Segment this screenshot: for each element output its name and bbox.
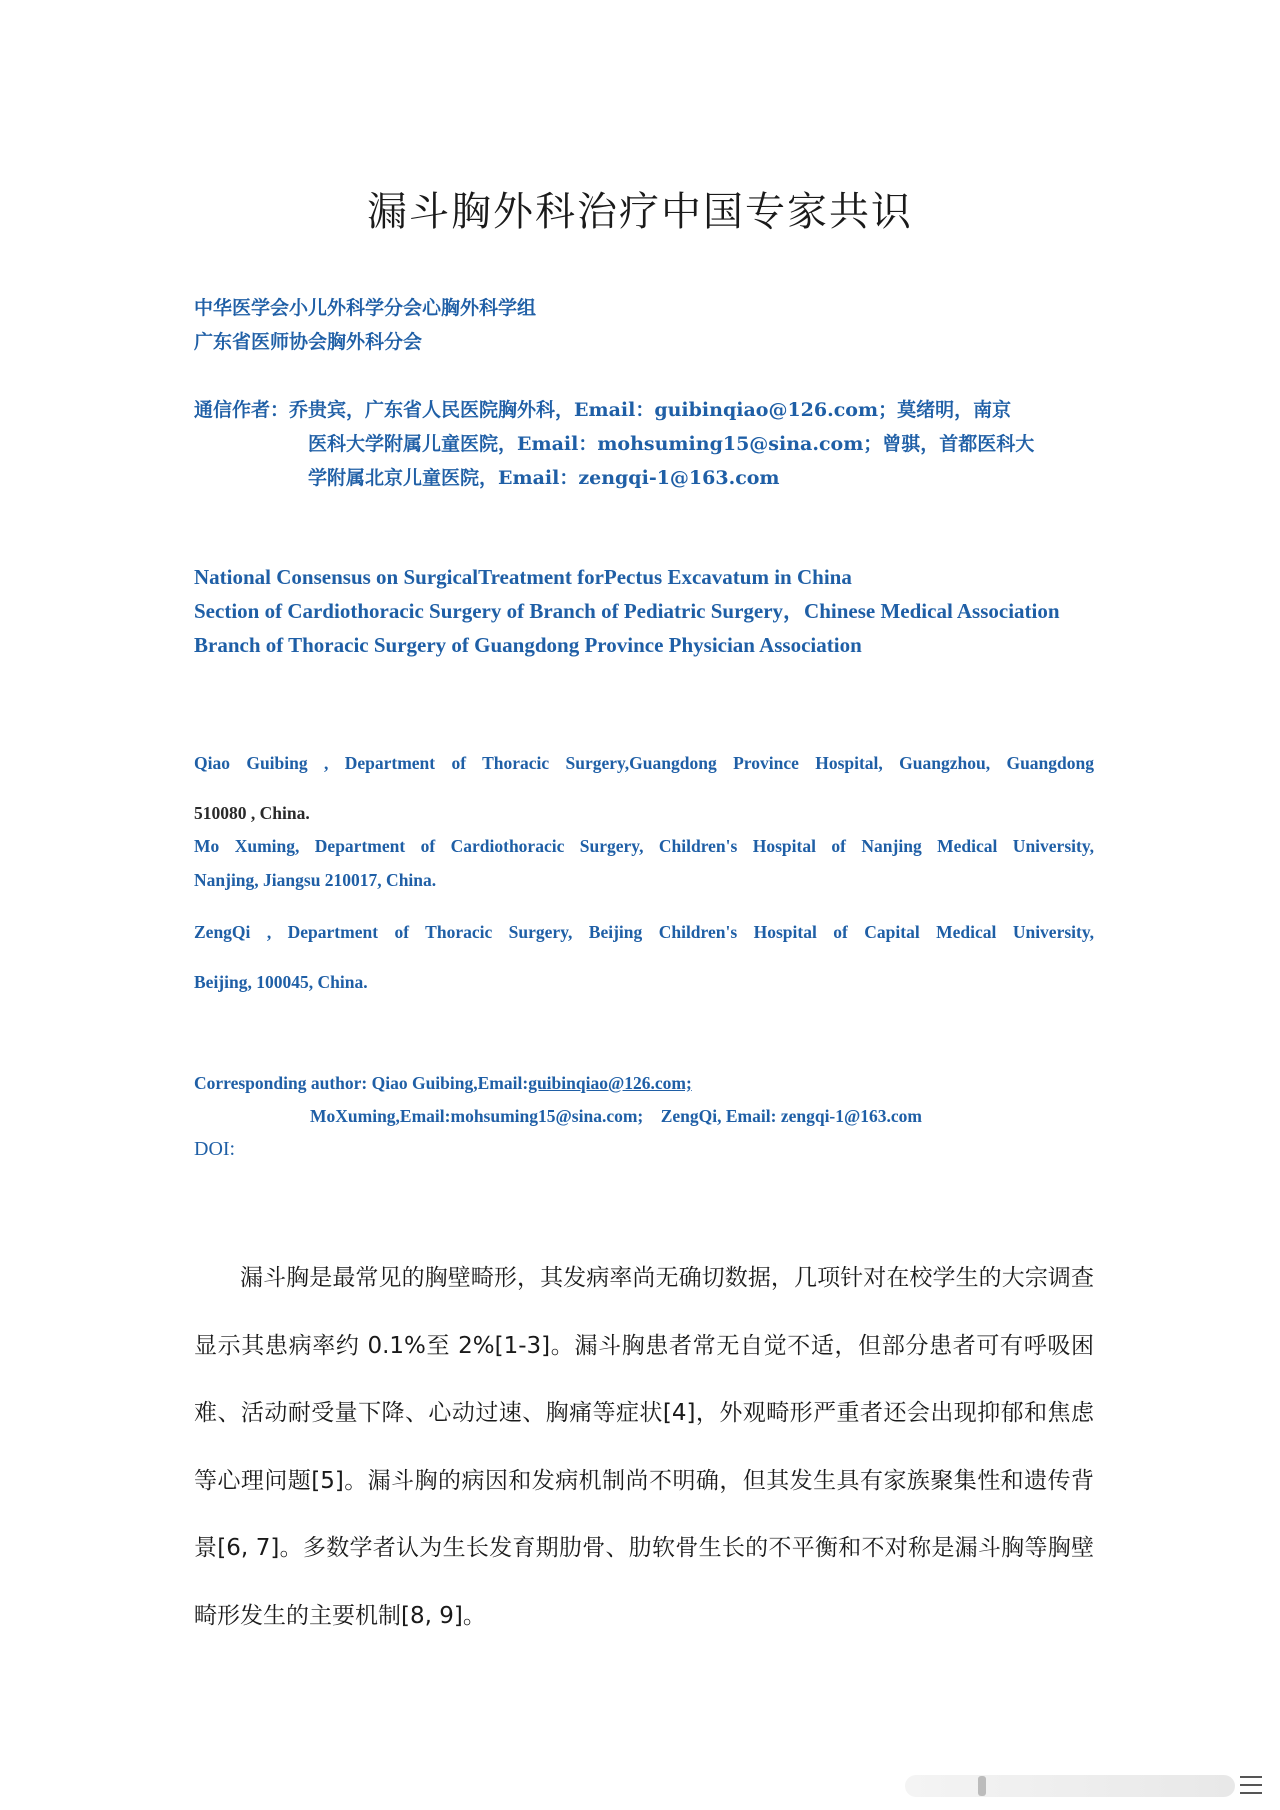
menu-line — [1240, 1776, 1262, 1778]
affiliation-3-line1: ZengQi , Department of Thoracic Surgery, Beijing Children's Hospital of Capital Medical University, — [194, 922, 1094, 942]
corr-cn-line3: 学附属北京儿童医院，Email：zengqi-1@163.com — [308, 467, 780, 489]
corr-en-line2: MoXuming,Email:mohsuming15@sina.com; ZengQi, Email: zengqi-1@163.com — [310, 1106, 923, 1126]
body-paragraph: 漏斗胸是最常见的胸壁畸形，其发病率尚无确切数据，几项针对在校学生的大宗调查显示其患病率约 0.1%至 2%[1-3]。漏斗胸患者常无自觉不适，但部分患者可有呼吸困难、活动耐受量下降、心动过速、胸痛等症状[4]，外观畸形严重者还会出现抑郁和焦虑等心理问题[5]。漏斗胸的病因和发病机制尚不明确，但其发生具有家族聚集性和遗传背景[6, 7]。多数学者认为生长发育期肋骨、肋软骨生长的不平衡和不对称是漏斗胸等胸壁畸形发生的主要机制[8, 9]。 — [194, 1265, 1094, 1629]
horizontal-scrollbar[interactable] — [905, 1775, 1235, 1797]
corr-cn-line2: 医科大学附属儿童医院，Email：mohsuming15@sina.com；曾骐，首都医科大 — [308, 433, 1035, 455]
corr-en-email-link[interactable]: guibinqiao@126.com; — [528, 1073, 692, 1093]
org-cn-1: 中华医学会小儿外科学分会心胸外科学组 — [194, 297, 537, 319]
english-org-2: Branch of Thoracic Surgery of Guangdong Province Physician Association — [194, 633, 862, 657]
english-org-1: Section of Cardiothoracic Surgery of Branch of Pediatric Surgery，Chinese Medical Association — [194, 599, 1060, 623]
affiliation-3-line2: Beijing, 100045, China. — [194, 972, 368, 992]
english-heading — [194, 560, 1094, 662]
affiliation-2-line2: Nanjing, Jiangsu 210017, China. — [194, 870, 437, 890]
corresponding-author-en — [194, 1073, 692, 1094]
menu-icon[interactable] — [1240, 1776, 1262, 1800]
affiliation-2-line1: Mo Xuming, Department of Cardiothoracic Surgery, Children's Hospital of Nanjing Medical University, — [194, 836, 1094, 856]
org-cn-2: 广东省医师协会胸外科分会 — [194, 331, 423, 353]
affiliation-1-line2: 510080 , China. — [194, 803, 310, 823]
affiliation-1-line1: Qiao Guibing , Department of Thoracic Surgery,Guangdong Province Hospital, Guangzhou, Guangdong — [194, 753, 1094, 773]
doi-label: DOI: — [194, 1138, 236, 1160]
corresponding-authors-cn — [194, 393, 1094, 495]
corr-en-label: Corresponding author: Qiao Guibing,Email: — [194, 1073, 529, 1093]
document-title: 漏斗胸外科治疗中国专家共识 — [367, 189, 913, 235]
english-title: National Consensus on SurgicalTreatment forPectus Excavatum in China — [194, 565, 852, 589]
menu-line — [1240, 1784, 1262, 1786]
menu-line — [1240, 1792, 1262, 1794]
corr-cn-line1: 通信作者：乔贵宾，广东省人民医院胸外科，Email：guibinqiao@126.com；莫绪明，南京 — [194, 399, 1012, 421]
scrollbar-thumb[interactable] — [978, 1776, 986, 1796]
